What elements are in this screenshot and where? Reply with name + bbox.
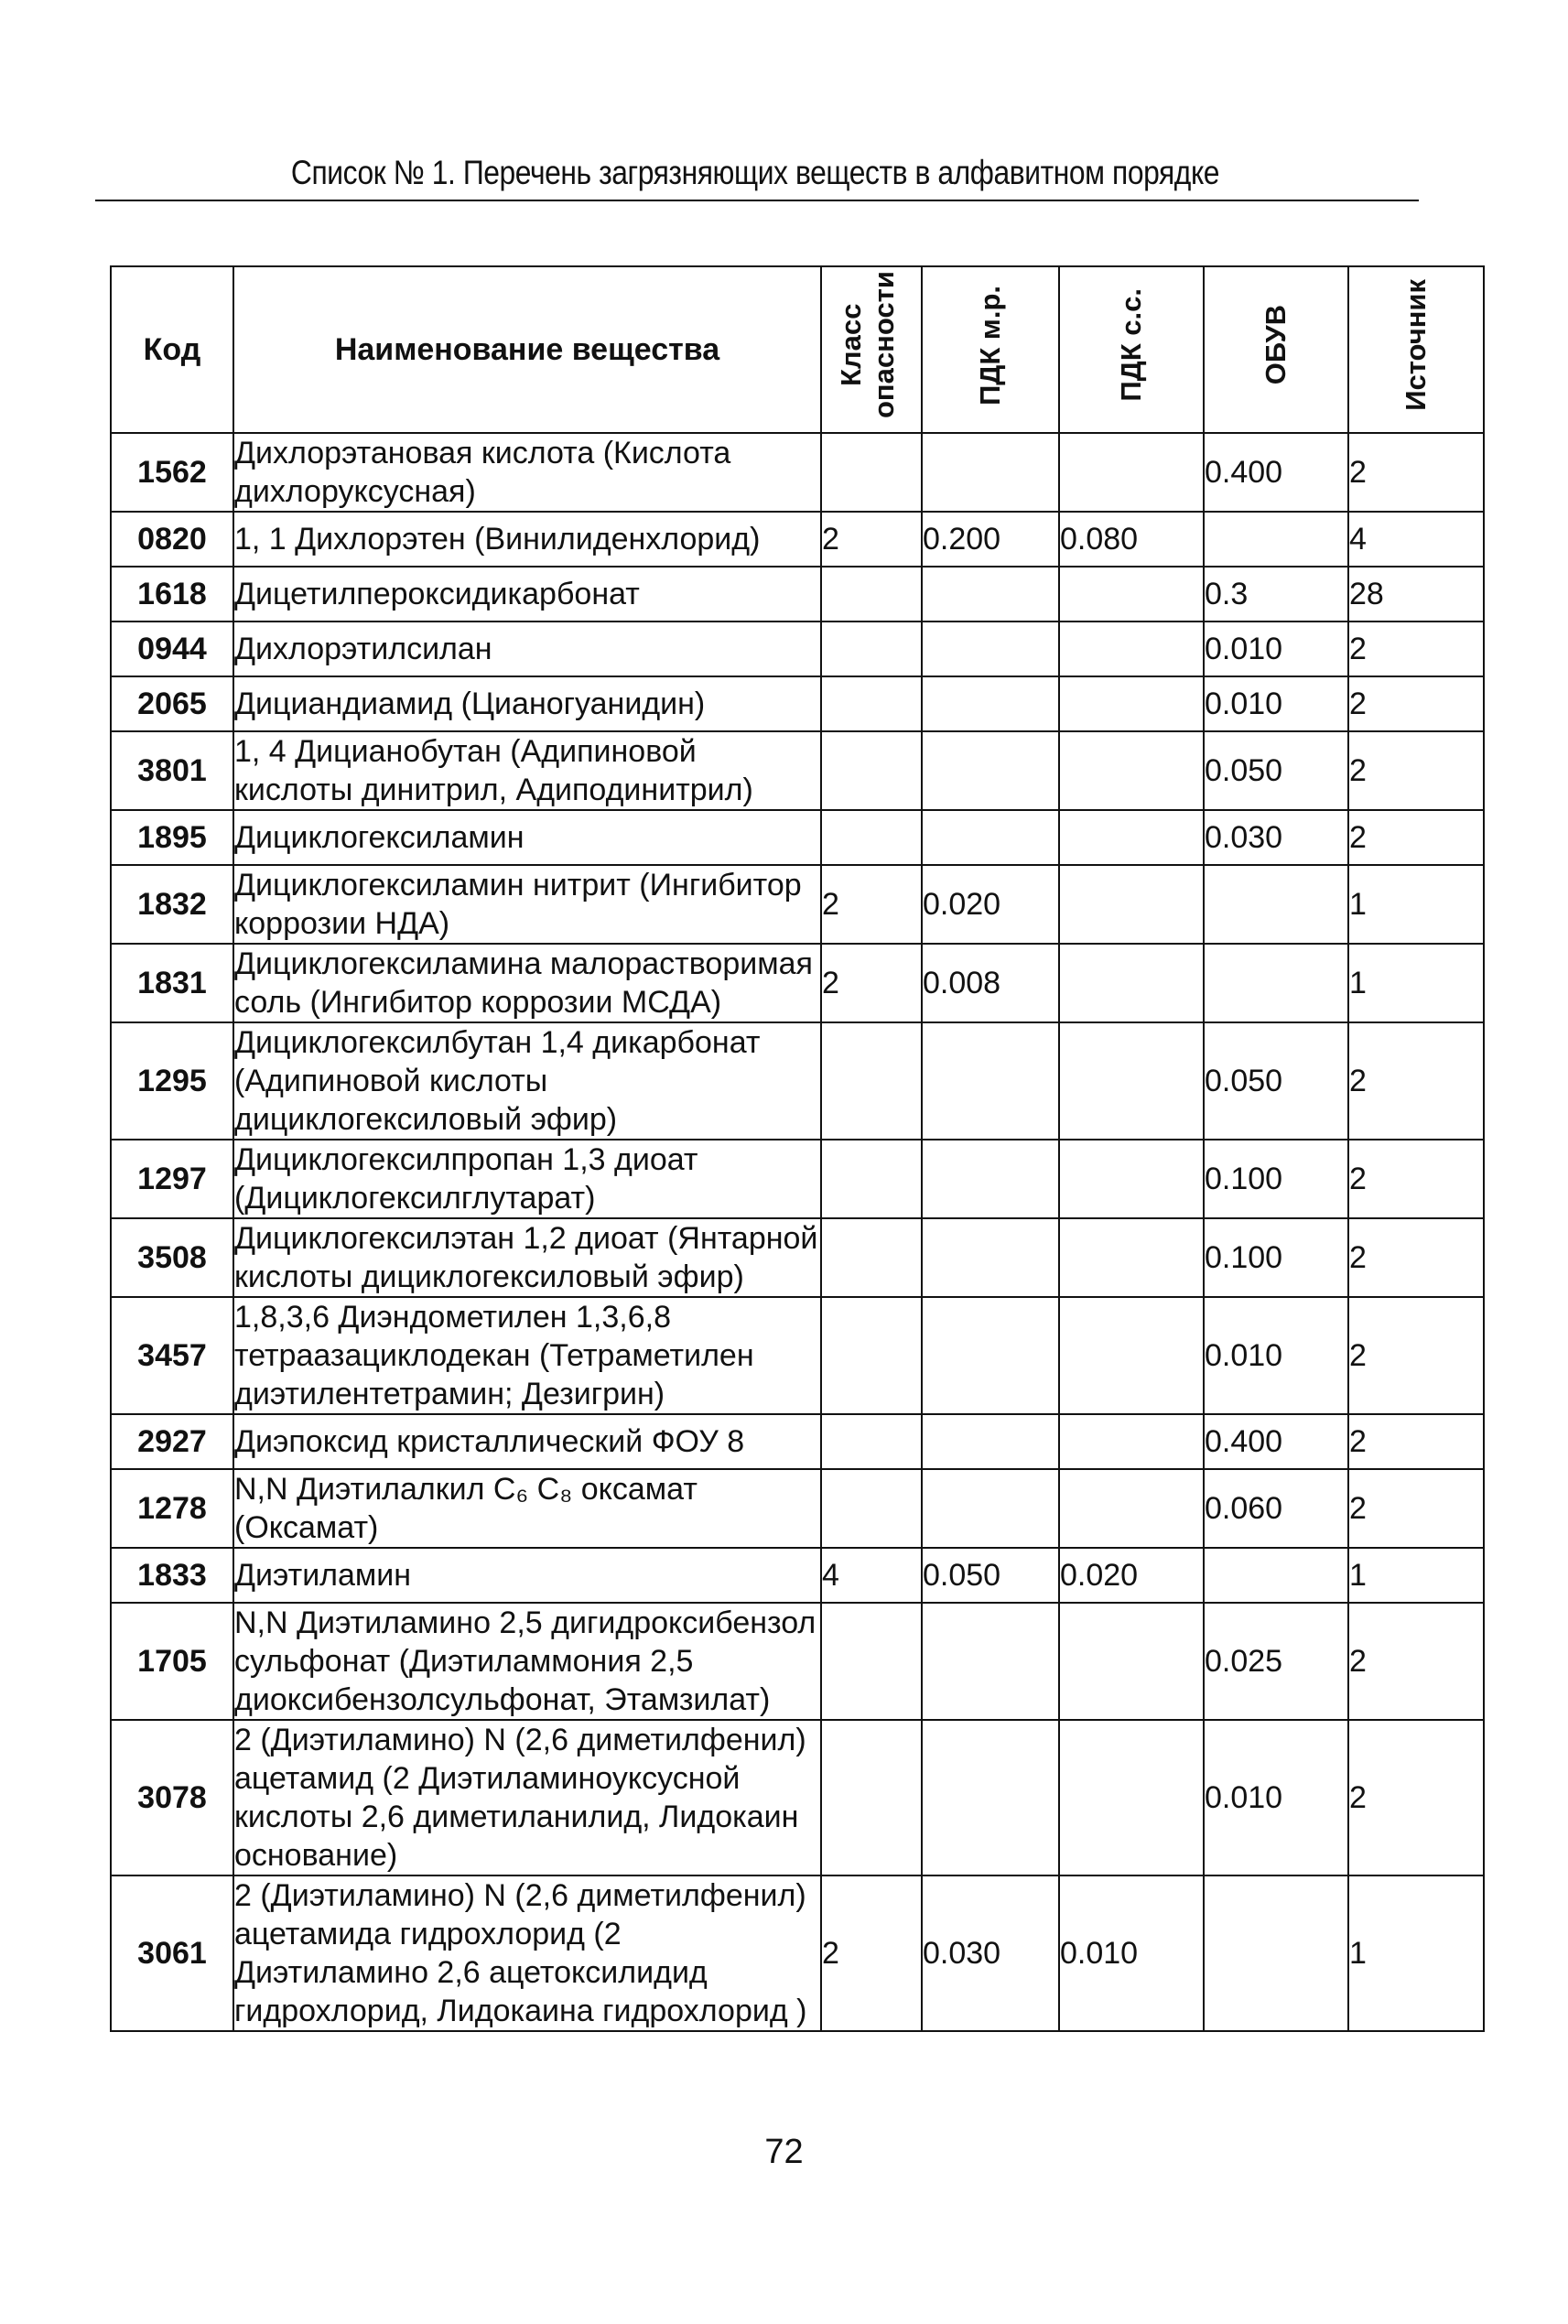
cell-hazard-class: 2 xyxy=(821,512,922,567)
column-header-source xyxy=(1348,266,1484,433)
cell-code: 2065 xyxy=(111,676,233,731)
column-header-code: Код xyxy=(111,266,233,433)
cell-source: 2 xyxy=(1348,810,1484,865)
cell-code: 3078 xyxy=(111,1720,233,1875)
cell-name: 1, 1 Дихлорэтен (Винилиденхлорид) xyxy=(233,512,821,567)
hazard-class-label: Класс опасности xyxy=(835,271,900,419)
cell-name: Диэтиламин xyxy=(233,1548,821,1603)
cell-obuv: 0.010 xyxy=(1204,622,1348,676)
table-row xyxy=(111,810,1484,865)
cell-source: 1 xyxy=(1348,1875,1484,2031)
cell-pdk-mr xyxy=(922,1140,1059,1218)
cell-obuv xyxy=(1204,1548,1348,1603)
table-row xyxy=(111,1218,1484,1297)
cell-pdk-ss xyxy=(1059,676,1204,731)
table-row xyxy=(111,865,1484,944)
table-row xyxy=(111,676,1484,731)
cell-pdk-ss: 0.080 xyxy=(1059,512,1204,567)
cell-code: 3457 xyxy=(111,1297,233,1414)
cell-name: 2 (Диэтиламино) N (2,6 диметилфенил) ацетамида гидрохлорид (2 Диэтиламино 2,6 ацетоксилидид гидрохлорид, Лидокаина гидрохлорид ) xyxy=(233,1875,821,2031)
cell-pdk-mr xyxy=(922,1603,1059,1720)
cell-hazard-class xyxy=(821,1720,922,1875)
cell-pdk-ss xyxy=(1059,1469,1204,1548)
cell-obuv: 0.010 xyxy=(1204,1297,1348,1414)
cell-code: 1278 xyxy=(111,1469,233,1548)
substances-table xyxy=(110,265,1485,2032)
column-header-pdk-mr xyxy=(922,266,1059,433)
cell-obuv: 0.100 xyxy=(1204,1218,1348,1297)
cell-code: 3508 xyxy=(111,1218,233,1297)
cell-code: 2927 xyxy=(111,1414,233,1469)
cell-pdk-mr xyxy=(922,1414,1059,1469)
column-header-pdk-ss xyxy=(1059,266,1204,433)
cell-source: 1 xyxy=(1348,1548,1484,1603)
cell-source: 2 xyxy=(1348,1140,1484,1218)
cell-source: 2 xyxy=(1348,1218,1484,1297)
cell-hazard-class xyxy=(821,622,922,676)
cell-source: 2 xyxy=(1348,1720,1484,1875)
cell-hazard-class xyxy=(821,1297,922,1414)
cell-obuv: 0.025 xyxy=(1204,1603,1348,1720)
column-header-obuv xyxy=(1204,266,1348,433)
cell-pdk-ss xyxy=(1059,1720,1204,1875)
cell-pdk-mr xyxy=(922,1720,1059,1875)
cell-hazard-class xyxy=(821,1022,922,1140)
cell-name: Дициклогексиламин нитрит (Ингибитор коррозии НДА) xyxy=(233,865,821,944)
cell-code: 0820 xyxy=(111,512,233,567)
cell-source: 1 xyxy=(1348,944,1484,1022)
cell-obuv xyxy=(1204,865,1348,944)
cell-obuv: 0.010 xyxy=(1204,1720,1348,1875)
cell-code: 1832 xyxy=(111,865,233,944)
cell-pdk-mr xyxy=(922,810,1059,865)
cell-code: 1705 xyxy=(111,1603,233,1720)
cell-name: Дихлорэтилсилан xyxy=(233,622,821,676)
cell-obuv: 0.060 xyxy=(1204,1469,1348,1548)
table-row xyxy=(111,512,1484,567)
cell-source: 2 xyxy=(1348,676,1484,731)
cell-hazard-class xyxy=(821,1603,922,1720)
cell-obuv xyxy=(1204,944,1348,1022)
cell-source: 2 xyxy=(1348,433,1484,512)
cell-hazard-class xyxy=(821,433,922,512)
cell-obuv xyxy=(1204,512,1348,567)
cell-pdk-mr xyxy=(922,1469,1059,1548)
cell-name: 1,8,3,6 Диэндометилен 1,3,6,8 тетраазациклодекан (Тетраметилен диэтилентетрамин; Дезигрин) xyxy=(233,1297,821,1414)
cell-name: Дициандиамид (Цианогуанидин) xyxy=(233,676,821,731)
pdk-mr-label: ПДК м.р. xyxy=(974,285,1006,405)
cell-code: 1297 xyxy=(111,1140,233,1218)
cell-pdk-mr xyxy=(922,676,1059,731)
cell-pdk-mr: 0.200 xyxy=(922,512,1059,567)
cell-obuv: 0.3 xyxy=(1204,567,1348,622)
cell-pdk-mr: 0.020 xyxy=(922,865,1059,944)
cell-name: Дицетилпероксидикарбонат xyxy=(233,567,821,622)
cell-hazard-class xyxy=(821,1414,922,1469)
cell-code: 1618 xyxy=(111,567,233,622)
page-number: 72 xyxy=(764,2133,804,2171)
cell-pdk-mr xyxy=(922,1218,1059,1297)
pdk-ss-label: ПДК с.с. xyxy=(1115,288,1147,402)
table-row xyxy=(111,1022,1484,1140)
cell-source: 1 xyxy=(1348,865,1484,944)
cell-name: Диэпоксид кристаллический ФОУ 8 xyxy=(233,1414,821,1469)
cell-pdk-ss xyxy=(1059,1297,1204,1414)
table-row xyxy=(111,1140,1484,1218)
cell-pdk-ss xyxy=(1059,622,1204,676)
table-row xyxy=(111,1875,1484,2031)
cell-pdk-mr xyxy=(922,567,1059,622)
cell-source: 2 xyxy=(1348,1414,1484,1469)
cell-pdk-ss: 0.010 xyxy=(1059,1875,1204,2031)
cell-code: 1831 xyxy=(111,944,233,1022)
cell-hazard-class xyxy=(821,810,922,865)
cell-code: 1295 xyxy=(111,1022,233,1140)
cell-pdk-ss xyxy=(1059,1603,1204,1720)
table-row xyxy=(111,1469,1484,1548)
cell-hazard-class xyxy=(821,676,922,731)
table-row xyxy=(111,1548,1484,1603)
cell-name: 2 (Диэтиламино) N (2,6 диметилфенил) ацетамид (2 Диэтиламиноуксусной кислоты 2,6 диметиланилид, Лидокаин основание) xyxy=(233,1720,821,1875)
cell-pdk-ss xyxy=(1059,433,1204,512)
cell-obuv: 0.050 xyxy=(1204,731,1348,810)
cell-pdk-mr xyxy=(922,1022,1059,1140)
cell-hazard-class xyxy=(821,1140,922,1218)
cell-pdk-ss xyxy=(1059,865,1204,944)
cell-source: 2 xyxy=(1348,622,1484,676)
cell-name: Дициклогексилбутан 1,4 дикарбонат (Адипиновой кислоты дициклогексиловый эфир) xyxy=(233,1022,821,1140)
header-divider xyxy=(95,200,1419,201)
cell-pdk-ss xyxy=(1059,1414,1204,1469)
cell-pdk-ss xyxy=(1059,810,1204,865)
cell-pdk-mr: 0.030 xyxy=(922,1875,1059,2031)
obuv-label: ОБУВ xyxy=(1260,305,1292,385)
cell-name: 1, 4 Дицианобутан (Адипиновой кислоты динитрил, Адиподинитрил) xyxy=(233,731,821,810)
cell-pdk-mr xyxy=(922,622,1059,676)
cell-obuv xyxy=(1204,1875,1348,2031)
cell-hazard-class xyxy=(821,731,922,810)
table-row xyxy=(111,731,1484,810)
cell-pdk-mr xyxy=(922,731,1059,810)
cell-hazard-class: 2 xyxy=(821,865,922,944)
cell-source: 28 xyxy=(1348,567,1484,622)
column-header-hazard-class xyxy=(821,266,922,433)
table-row xyxy=(111,567,1484,622)
cell-pdk-ss xyxy=(1059,731,1204,810)
cell-name: Дициклогексилпропан 1,3 диоат (Дициклогексилглутарат) xyxy=(233,1140,821,1218)
cell-source: 2 xyxy=(1348,1603,1484,1720)
cell-source: 4 xyxy=(1348,512,1484,567)
cell-pdk-mr xyxy=(922,1297,1059,1414)
cell-name: N,N Диэтилалкил C₆ C₈ оксамат (Оксамат) xyxy=(233,1469,821,1548)
cell-hazard-class: 2 xyxy=(821,1875,922,2031)
cell-name: Дициклогексиламин xyxy=(233,810,821,865)
table-row xyxy=(111,1603,1484,1720)
cell-code: 3061 xyxy=(111,1875,233,2031)
cell-hazard-class: 4 xyxy=(821,1548,922,1603)
cell-name: N,N Диэтиламино 2,5 дигидроксибензол сульфонат (Диэтиламмония 2,5 диоксибензолсульфонат, Этамзилат) xyxy=(233,1603,821,1720)
cell-obuv: 0.030 xyxy=(1204,810,1348,865)
cell-obuv: 0.050 xyxy=(1204,1022,1348,1140)
table-row xyxy=(111,1297,1484,1414)
cell-hazard-class xyxy=(821,1218,922,1297)
cell-source: 2 xyxy=(1348,731,1484,810)
cell-pdk-mr: 0.008 xyxy=(922,944,1059,1022)
cell-pdk-ss: 0.020 xyxy=(1059,1548,1204,1603)
table-row xyxy=(111,1720,1484,1875)
source-label: Источник xyxy=(1400,279,1432,411)
cell-pdk-ss xyxy=(1059,1022,1204,1140)
cell-pdk-ss xyxy=(1059,944,1204,1022)
cell-source: 2 xyxy=(1348,1297,1484,1414)
table-row xyxy=(111,622,1484,676)
cell-code: 1833 xyxy=(111,1548,233,1603)
cell-hazard-class xyxy=(821,1469,922,1548)
cell-name: Дихлорэтановая кислота (Кислота дихлоруксусная) xyxy=(233,433,821,512)
cell-code: 1895 xyxy=(111,810,233,865)
cell-pdk-mr xyxy=(922,433,1059,512)
table-row xyxy=(111,944,1484,1022)
page-title: Список № 1. Перечень загрязняющих веществ в алфавитном порядке xyxy=(290,154,1220,191)
table-body xyxy=(111,433,1484,2031)
cell-code: 0944 xyxy=(111,622,233,676)
cell-code: 1562 xyxy=(111,433,233,512)
cell-source: 2 xyxy=(1348,1469,1484,1548)
table-row xyxy=(111,1414,1484,1469)
cell-name: Дициклогексиламина малорастворимая соль (Ингибитор коррозии МСДА) xyxy=(233,944,821,1022)
cell-code: 3801 xyxy=(111,731,233,810)
cell-hazard-class xyxy=(821,567,922,622)
cell-obuv: 0.400 xyxy=(1204,433,1348,512)
cell-name: Дициклогексилэтан 1,2 диоат (Янтарной кислоты дициклогексиловый эфир) xyxy=(233,1218,821,1297)
cell-pdk-mr: 0.050 xyxy=(922,1548,1059,1603)
cell-pdk-ss xyxy=(1059,567,1204,622)
column-header-name: Наименование вещества xyxy=(233,266,821,433)
cell-pdk-ss xyxy=(1059,1218,1204,1297)
cell-obuv: 0.010 xyxy=(1204,676,1348,731)
cell-hazard-class: 2 xyxy=(821,944,922,1022)
cell-source: 2 xyxy=(1348,1022,1484,1140)
cell-obuv: 0.100 xyxy=(1204,1140,1348,1218)
cell-pdk-ss xyxy=(1059,1140,1204,1218)
cell-obuv: 0.400 xyxy=(1204,1414,1348,1469)
table-header xyxy=(111,266,1484,433)
table-row xyxy=(111,433,1484,512)
